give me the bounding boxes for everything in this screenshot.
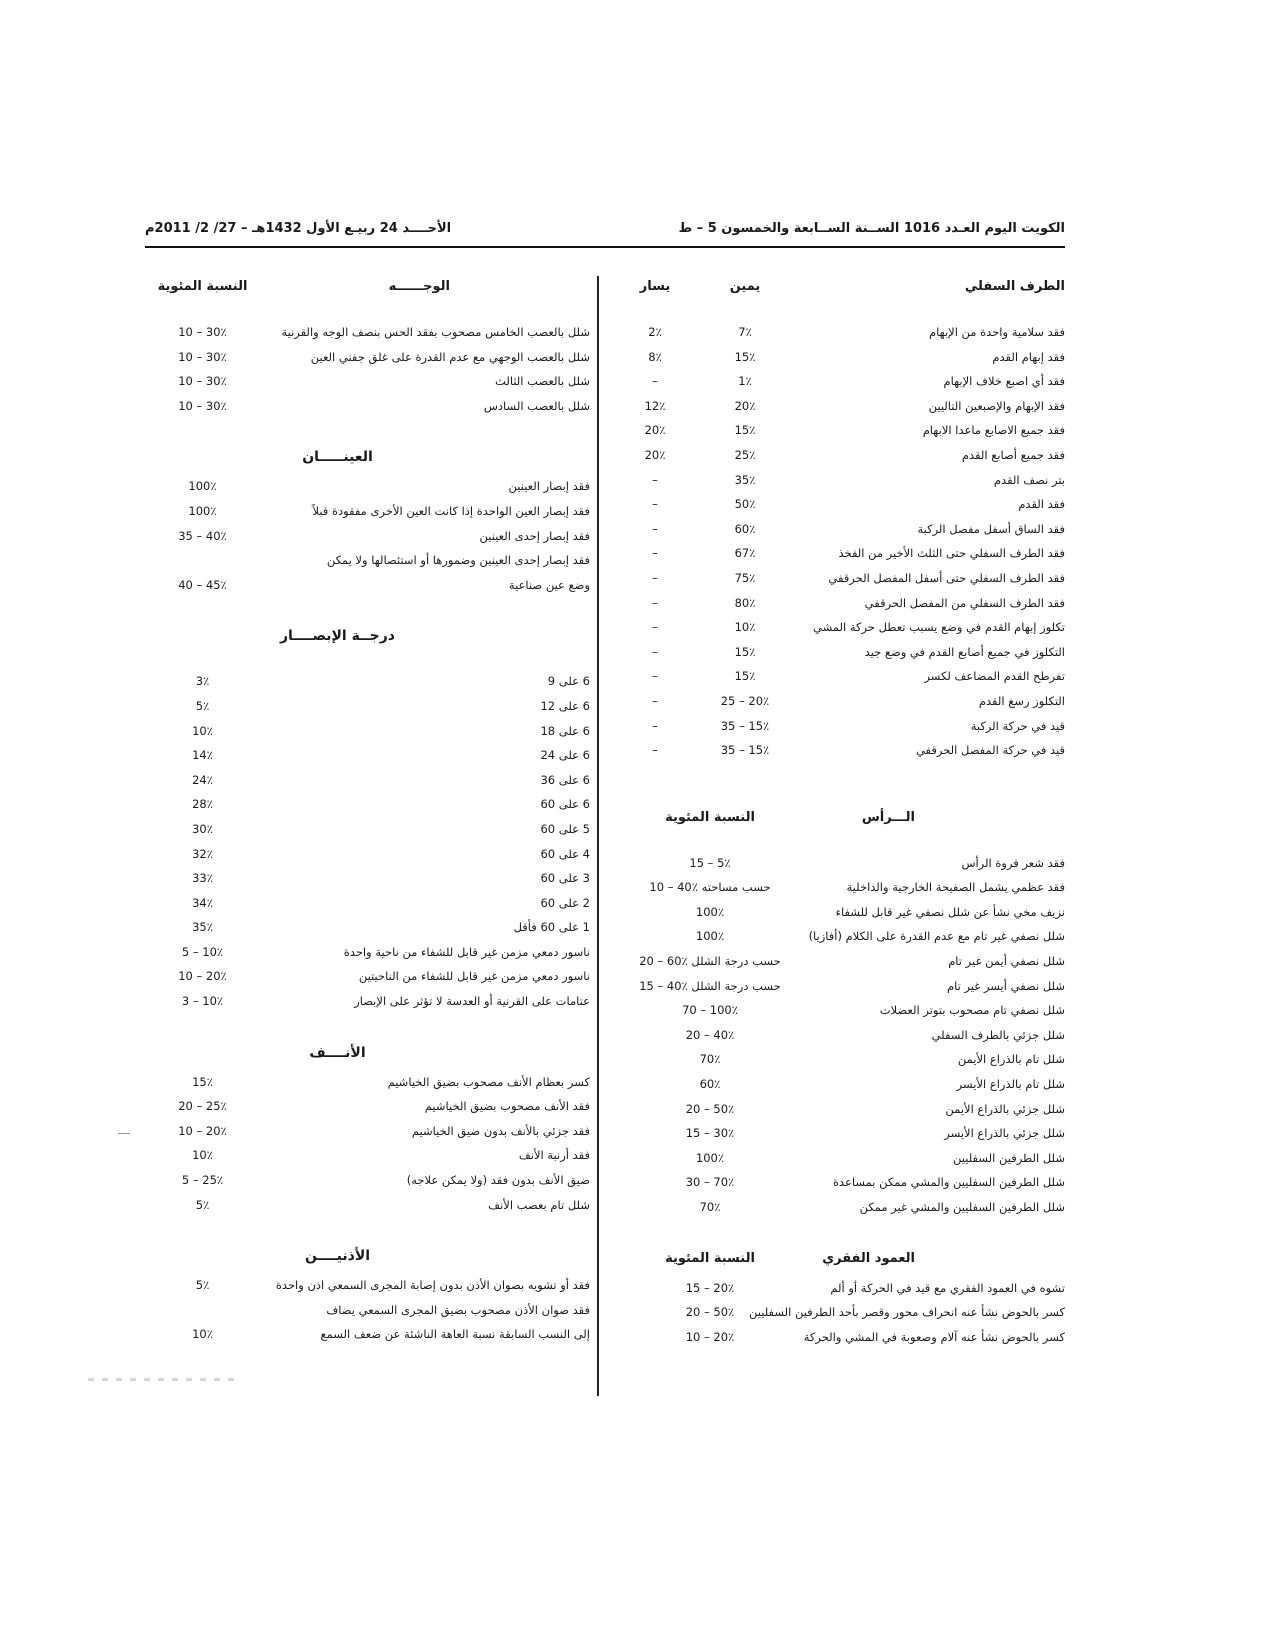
eyes-title: العينـــــان xyxy=(302,449,373,466)
injury-name: فقد الساق أسفل مفصل الركبة xyxy=(917,521,1065,536)
right-column xyxy=(610,270,1065,1349)
lower-limb-row xyxy=(610,566,1065,591)
injury-name: 5 على 60 xyxy=(540,821,590,836)
percentage-value: 5٪ xyxy=(195,698,210,713)
injury-name: وضع عين صناعية xyxy=(508,577,590,592)
percentage-value: 60٪ xyxy=(699,1077,721,1092)
lower-limb-row xyxy=(610,345,1065,370)
percentage-value: 20 – 60٪ حسب درجة الشلل xyxy=(639,954,781,969)
lower-limb-row xyxy=(610,418,1065,443)
right-side-value: 10٪ xyxy=(734,620,756,635)
lower-limb-title: الطرف السفلي xyxy=(964,279,1065,294)
left-side-value: 20٪ xyxy=(644,447,666,462)
percentage-value: 10 – 30٪ xyxy=(178,349,227,364)
injury-name: شلل الطرفين السفليين والمشي ممكن بمساعدة xyxy=(832,1175,1065,1190)
margin-mark xyxy=(118,1133,130,1134)
right-side-header: يمين xyxy=(729,279,761,294)
injury-name: فقد أرنبة الأنف xyxy=(518,1148,590,1163)
left-side-value: 20٪ xyxy=(644,423,666,438)
left-side-value: – xyxy=(652,595,658,610)
injury-name: ناسور دمعي مزمن غير قابل للشفاء من الناحيتين xyxy=(358,969,590,984)
vision-row xyxy=(145,817,590,842)
head-row xyxy=(610,1121,1065,1146)
face-row xyxy=(145,320,590,345)
scan-artifact xyxy=(88,1378,238,1381)
left-side-value: – xyxy=(652,669,658,684)
head-row xyxy=(610,851,1065,876)
injury-name: شلل نصفي أيمن غير تام xyxy=(948,954,1065,969)
nose-row xyxy=(145,1119,590,1144)
injury-name: شلل بالعصب الوجهي مع عدم القدرة على غلق جفني العين xyxy=(310,349,590,364)
percentage-value: 10 – 30٪ xyxy=(178,398,227,413)
left-side-value: 8٪ xyxy=(648,349,662,364)
percentage-value: 35٪ xyxy=(192,920,213,935)
right-side-value: 60٪ xyxy=(734,521,756,536)
left-side-value: – xyxy=(652,546,658,561)
percentage-value: 20 – 25٪ xyxy=(178,1099,227,1114)
left-side-header: يسار xyxy=(639,279,671,294)
head-row xyxy=(610,1072,1065,1097)
right-side-value: 15٪ xyxy=(734,644,756,659)
injury-name: شلل جزئي بالذراع الأيمن xyxy=(945,1101,1065,1116)
percentage-value: 35 – 40٪ xyxy=(178,528,227,543)
percentage-value: 70٪ xyxy=(699,1052,721,1067)
left-side-value: 12٪ xyxy=(644,398,666,413)
spine-row xyxy=(610,1325,1065,1350)
left-column xyxy=(145,270,590,1347)
injury-name: كسر بعظام الأنف مصحوب بضيق الخياشيم xyxy=(387,1074,590,1089)
percentage-value: 100٪ xyxy=(188,479,217,494)
injury-name: نزيف مخي نشأ عن شلل نصفي غير قابل للشفاء xyxy=(835,904,1065,919)
injury-name: شلل الطرفين السفليين xyxy=(953,1150,1065,1165)
injury-name: 6 على 9 xyxy=(547,674,590,689)
left-side-value: 2٪ xyxy=(648,325,662,339)
left-side-value: – xyxy=(652,374,658,389)
right-side-value: 15٪ xyxy=(734,669,756,684)
percentage-value: 10 – 30٪ xyxy=(178,374,227,389)
head-row xyxy=(610,1195,1065,1220)
injury-name: 6 على 18 xyxy=(540,723,590,738)
percentage-value: 10 – 30٪ xyxy=(178,325,227,339)
face-header xyxy=(145,270,590,304)
percentage-value: 14٪ xyxy=(192,748,213,763)
percentage-value: 15 – 20٪ xyxy=(685,1280,735,1295)
eyes-row xyxy=(145,548,590,573)
lower-limb-row xyxy=(610,640,1065,665)
eyes-table xyxy=(145,474,590,597)
right-side-value: 15٪ xyxy=(734,349,756,364)
injury-name: 3 على 60 xyxy=(540,871,590,886)
injury-name: شلل الطرفين السفليين والمشي غير ممكن xyxy=(859,1200,1065,1214)
percentage-value: 100٪ xyxy=(188,503,217,518)
vision-row xyxy=(145,792,590,817)
percentage-value: 70 – 100٪ xyxy=(682,1003,738,1018)
injury-name: فقد الطرف السفلي حتى أسفل المفصل الحرقفي xyxy=(828,570,1065,585)
percentage-value: 5٪ xyxy=(195,1197,210,1212)
vision-row xyxy=(145,989,590,1014)
percentage-value: 15٪ xyxy=(192,1074,213,1089)
ears-table xyxy=(145,1273,590,1347)
spine-header xyxy=(610,1242,1065,1276)
nose-row xyxy=(145,1070,590,1095)
face-pct-header: النسبة المئوية xyxy=(157,279,248,294)
page-header xyxy=(145,212,1065,244)
right-side-value: 80٪ xyxy=(734,595,756,610)
injury-name: 2 على 60 xyxy=(540,895,590,910)
percentage-value: 100٪ xyxy=(695,929,725,944)
head-row xyxy=(610,1146,1065,1171)
head-row xyxy=(610,1170,1065,1195)
nose-table xyxy=(145,1070,590,1218)
percentage-value xyxy=(145,1298,260,1323)
left-side-value: – xyxy=(652,718,658,733)
injury-name: فقد القدم xyxy=(1018,497,1065,512)
injury-name: شلل تام بالذراع الأيمن xyxy=(957,1052,1065,1067)
percentage-value: 20 – 50٪ xyxy=(685,1305,735,1320)
percentage-value: 3 – 10٪ xyxy=(181,994,224,1009)
percentage-value: 30٪ xyxy=(192,821,213,836)
nose-row xyxy=(145,1094,590,1119)
injury-name: عتامات على القرنية أو العدسة لا تؤثر على الإبصار xyxy=(354,994,590,1009)
injury-name: 4 على 60 xyxy=(540,846,590,861)
percentage-value: 10 – 20٪ xyxy=(178,969,227,984)
lower-limb-row xyxy=(610,591,1065,616)
vision-row xyxy=(145,842,590,867)
column-divider xyxy=(597,276,599,1396)
injury-name: فقد شعر فروة الرأس xyxy=(961,855,1065,870)
injury-name: شلل نصفي تام مصحوب بتوتر العضلات xyxy=(879,1003,1065,1018)
head-table xyxy=(610,851,1065,1220)
percentage-value: 30 – 70٪ xyxy=(685,1175,735,1190)
eyes-row xyxy=(145,499,590,524)
injury-name: التكلوز في جميع أصابع القدم في وضع جيد xyxy=(864,644,1065,659)
percentage-value xyxy=(145,548,260,573)
vision-title: درجــة الإبصــــار xyxy=(279,628,395,645)
percentage-value: 10 – 20٪ xyxy=(685,1329,735,1344)
right-side-value: 25 – 20٪ xyxy=(720,693,770,708)
injury-name: فقد إبصار العينين xyxy=(508,479,590,494)
injury-name: شلل نصفي غير تام مع عدم القدرة على الكلام (أفازيا) xyxy=(808,929,1065,944)
vision-row xyxy=(145,768,590,793)
injury-name: 6 على 60 xyxy=(540,797,590,812)
injury-name: 6 على 36 xyxy=(540,772,590,787)
left-side-value: – xyxy=(652,570,658,585)
face-row xyxy=(145,369,590,394)
lower-limb-header xyxy=(610,270,1065,304)
percentage-value: 70٪ xyxy=(699,1200,721,1214)
right-side-value: 75٪ xyxy=(734,570,756,585)
injury-name: التكلوز رسغ القدم xyxy=(978,693,1065,708)
injury-name: شلل جزئي بالطرف السفلي xyxy=(931,1027,1065,1042)
eyes-row xyxy=(145,573,590,598)
vision-row xyxy=(145,866,590,891)
right-side-value: 1٪ xyxy=(738,374,752,389)
head-title: الـــرأس xyxy=(861,809,915,825)
percentage-value: 34٪ xyxy=(192,895,213,910)
head-row xyxy=(610,875,1065,900)
percentage-value: 10٪ xyxy=(192,1148,213,1163)
left-side-value: – xyxy=(652,497,658,512)
percentage-value: 5٪ xyxy=(195,1278,210,1293)
injury-name: كسر بالحوض نشأ عنه انحراف محور وقصر بأحد الطرفين السفليين xyxy=(749,1305,1065,1320)
injury-name: فقد جميع أصابع القدم xyxy=(961,447,1065,462)
injury-name: بتر نصف القدم xyxy=(993,472,1065,487)
percentage-value: 3٪ xyxy=(195,674,210,689)
left-side-value: – xyxy=(652,521,658,536)
vision-row xyxy=(145,891,590,916)
face-table xyxy=(145,320,590,418)
injury-name: شلل تام بالذراع الأيسر xyxy=(956,1077,1065,1092)
head-row xyxy=(610,949,1065,974)
lower-limb-row xyxy=(610,664,1065,689)
injury-name: فقد الطرف السفلي حتى الثلث الأخير من الفخذ xyxy=(838,546,1065,561)
injury-name: 1 على 60 فأقل xyxy=(513,920,590,935)
percentage-value: 15 – 40٪ حسب درجة الشلل xyxy=(639,978,781,993)
head-row xyxy=(610,1023,1065,1048)
spine-row xyxy=(610,1300,1065,1325)
injury-name: شلل جزئي بالذراع الأيسر xyxy=(944,1126,1065,1141)
issue-info: الكويت اليوم العـدد 1016 الســنة الســابعة والخمسون 5 – ط xyxy=(678,220,1065,236)
vision-row xyxy=(145,915,590,940)
right-side-value: 7٪ xyxy=(738,325,752,339)
right-side-value: 35 – 15٪ xyxy=(720,718,770,733)
vision-row xyxy=(145,964,590,989)
spine-pct-header: النسبة المئوية xyxy=(665,1250,755,1266)
right-side-value: 25٪ xyxy=(734,447,756,462)
lower-limb-row xyxy=(610,714,1065,739)
percentage-value: 5 – 25٪ xyxy=(181,1173,224,1188)
percentage-value: 100٪ xyxy=(695,904,725,919)
injury-name: قيد في حركة المفصل الحرقفي xyxy=(915,743,1065,758)
head-row xyxy=(610,998,1065,1023)
injury-name: فقد الإبهام والإصبعين التاليين xyxy=(928,398,1065,413)
head-row xyxy=(610,974,1065,999)
right-side-value: 20٪ xyxy=(734,398,756,413)
face-row xyxy=(145,394,590,419)
injury-name: شلل بالعصب الثالث xyxy=(495,374,590,389)
spine-row xyxy=(610,1276,1065,1301)
nose-row xyxy=(145,1143,590,1168)
spine-table xyxy=(610,1276,1065,1350)
percentage-value: 33٪ xyxy=(192,871,213,886)
injury-name: قيد في حركة الركبة xyxy=(970,718,1065,733)
injury-name: فقد عظمي يشمل الصفيحة الخارجية والداخلية xyxy=(846,880,1065,895)
injury-name: 6 على 12 xyxy=(540,698,590,713)
lower-limb-row xyxy=(610,689,1065,714)
injury-name: فقد أو تشويه بصوان الأذن بدون إصابة المجرى السمعي اذن واحدة xyxy=(275,1278,590,1293)
injury-name: فقد جميع الاصابع ماعدا الابهام xyxy=(922,423,1065,438)
injury-name: شلل بالعصب السادس xyxy=(483,398,590,413)
eyes-row xyxy=(145,524,590,549)
ears-row xyxy=(145,1322,590,1347)
vision-row xyxy=(145,940,590,965)
injury-name: فقد إبصار إحدى العينين xyxy=(479,528,590,543)
injury-name: تشوه في العمود الفقري مع قيد في الحركة أو ألم xyxy=(830,1280,1065,1295)
injury-name: فقد الطرف السفلي من المفصل الحرقفي xyxy=(864,595,1065,610)
lower-limb-row xyxy=(610,541,1065,566)
percentage-value: 32٪ xyxy=(192,846,213,861)
injury-name: شلل تام بعصب الأنف xyxy=(488,1197,590,1212)
right-side-value: 67٪ xyxy=(734,546,756,561)
face-row xyxy=(145,345,590,370)
injury-name: فقد جزئي بالأنف بدون ضيق الخياشيم xyxy=(411,1123,590,1138)
head-row xyxy=(610,900,1065,925)
lower-limb-row xyxy=(610,394,1065,419)
lower-limb-row xyxy=(610,615,1065,640)
right-side-value: 50٪ xyxy=(734,497,756,512)
percentage-value: 28٪ xyxy=(192,797,213,812)
injury-name: شلل بالعصب الخامس مصحوب بفقد الحس بنصف الوجه والقرنية xyxy=(281,325,590,339)
head-row xyxy=(610,1097,1065,1122)
vision-row xyxy=(145,694,590,719)
injury-name: كسر بالحوض نشأ عنه آلام وصعوبة في المشي والحركة xyxy=(803,1329,1065,1344)
eyes-row xyxy=(145,474,590,499)
lower-limb-row xyxy=(610,468,1065,493)
lower-limb-row xyxy=(610,517,1065,542)
injury-name: فقد إبهام القدم xyxy=(992,349,1065,364)
injury-name: فقد صوان الأذن مصحوب بضيق المجرى السمعي يضاف xyxy=(326,1302,590,1317)
percentage-value: 10٪ xyxy=(192,1327,213,1342)
header-rule xyxy=(145,246,1065,248)
nose-title: الأنــــف xyxy=(309,1044,366,1061)
injury-name: فقد إبصار إحدى العينين وضمورها أو استئصالها ولا يمكن xyxy=(326,553,590,568)
vision-table xyxy=(145,669,590,1013)
injury-name: فقد الأنف مصحوب بضيق الخياشيم xyxy=(424,1099,590,1114)
injury-name: فقد سلامية واحدة من الإبهام xyxy=(929,325,1065,339)
head-row xyxy=(610,1047,1065,1072)
head-header xyxy=(610,801,1065,835)
lower-limb-row xyxy=(610,738,1065,763)
vision-row xyxy=(145,743,590,768)
right-side-value: 15٪ xyxy=(734,423,756,438)
percentage-value: 15 – 30٪ xyxy=(685,1126,735,1141)
head-row xyxy=(610,924,1065,949)
left-side-value: – xyxy=(652,620,658,635)
injury-name: ناسور دمعي مزمن غير قابل للشفاء من ناحية واحدة xyxy=(343,944,590,959)
injury-name: فقد إبصار العين الواحدة إذا كانت العين الأخرى مفقودة قبلاً xyxy=(312,503,590,518)
ears-row xyxy=(145,1298,590,1323)
injury-name: 6 على 24 xyxy=(540,748,590,763)
issue-date: الأحــــد 24 ربيـع الأول 1432هـ – 27/ 2/ 2011م xyxy=(145,220,452,236)
percentage-value: 20 – 50٪ xyxy=(685,1101,735,1116)
injury-name: فقد أي اصبع خلاف الإبهام xyxy=(943,374,1065,389)
percentage-value: 10 – 40٪ حسب مساحته xyxy=(649,880,771,895)
lower-limb-table xyxy=(610,320,1065,763)
lower-limb-row xyxy=(610,492,1065,517)
percentage-value: 40 – 45٪ xyxy=(178,577,227,592)
percentage-value: 100٪ xyxy=(695,1150,725,1165)
left-side-value: – xyxy=(652,693,658,708)
lower-limb-row xyxy=(610,443,1065,468)
injury-name: تفرطح القدم المضاعف لكسر xyxy=(924,669,1065,684)
lower-limb-row xyxy=(610,320,1065,345)
injury-name: إلى النسب السابقة نسبة العاهة الناشئة عن ضعف السمع xyxy=(320,1327,590,1342)
percentage-value: 5 – 10٪ xyxy=(181,944,224,959)
percentage-value: 20 – 40٪ xyxy=(685,1027,735,1042)
ears-row xyxy=(145,1273,590,1298)
vision-row xyxy=(145,669,590,694)
percentage-value: 15 – 5٪ xyxy=(689,855,731,870)
nose-row xyxy=(145,1193,590,1218)
injury-name: تكلوز إبهام القدم في وضع يسبب تعطل حركة المشي xyxy=(812,620,1065,635)
right-side-value: 35 – 15٪ xyxy=(720,743,770,758)
left-side-value: – xyxy=(652,472,658,487)
head-pct-header: النسبة المئوية xyxy=(665,809,755,825)
left-side-value: – xyxy=(652,743,658,758)
lower-limb-row xyxy=(610,369,1065,394)
percentage-value: 10٪ xyxy=(192,723,213,738)
nose-row xyxy=(145,1168,590,1193)
injury-name: شلل نصفي أيسر غير تام xyxy=(946,978,1065,993)
face-title: الوجــــــه xyxy=(388,279,450,294)
left-side-value: – xyxy=(652,644,658,659)
ears-title: الأذنيــــن xyxy=(304,1248,371,1265)
injury-name: ضيق الأنف بدون فقد (ولا يمكن علاجه) xyxy=(406,1173,590,1188)
percentage-value: 10 – 20٪ xyxy=(178,1123,227,1138)
vision-row xyxy=(145,719,590,744)
spine-title: العمود الفقري xyxy=(822,1250,915,1266)
right-side-value: 35٪ xyxy=(734,472,756,487)
percentage-value: 24٪ xyxy=(192,772,213,787)
